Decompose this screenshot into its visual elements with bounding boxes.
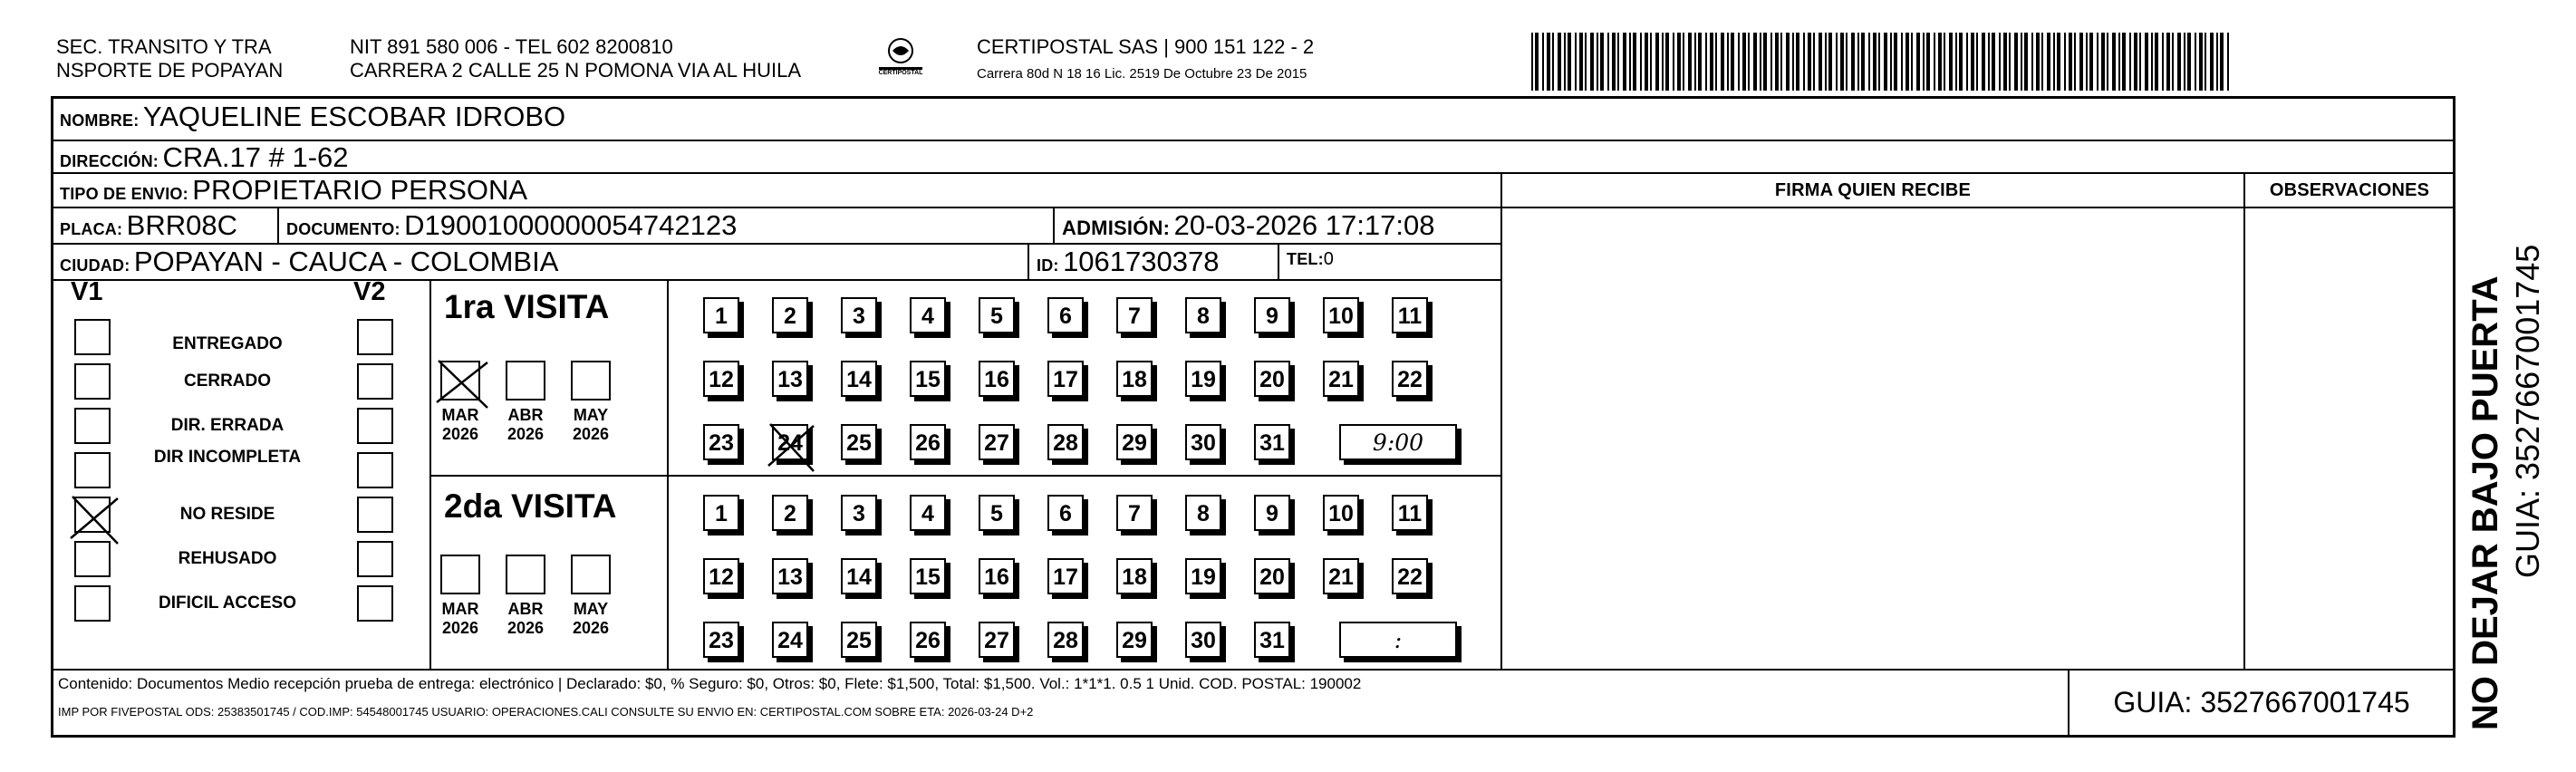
barcode-bar: [1792, 33, 1794, 91]
barcode-bar: [2074, 33, 2076, 91]
day-box[interactable]: 27: [979, 622, 1015, 658]
barcode-bar: [1770, 33, 1772, 91]
barcode-bar: [1568, 33, 1571, 91]
day-box[interactable]: 9: [1254, 495, 1290, 531]
barcode-bar: [1926, 33, 1930, 91]
day-box[interactable]: 7: [1116, 495, 1153, 531]
sender-address: CARRERA 2 CALLE 25 N POMONA VIA AL HUILA: [350, 59, 802, 82]
barcode-bar: [1623, 33, 1626, 91]
month-label: [433, 406, 487, 444]
day-box[interactable]: 1: [703, 297, 739, 333]
carrier-name: CERTIPOSTAL SAS | 900 151 122 - 2: [977, 35, 1315, 58]
documento-cell: [277, 207, 1055, 245]
barcode-bar: [2069, 33, 2072, 91]
barcode-bar: [1959, 33, 1963, 91]
status-option-label: DIR INCOMPLETA: [153, 448, 302, 467]
day-box[interactable]: 1: [703, 495, 739, 531]
barcode-bar: [1683, 33, 1684, 91]
barcode-bar: [1597, 33, 1598, 91]
barcode-bar: [2205, 33, 2206, 91]
check-x-icon: [71, 495, 118, 531]
v1-checkbox[interactable]: [74, 541, 111, 577]
barcode-bar: [1748, 33, 1750, 91]
barcode-bar: [1851, 33, 1855, 91]
barcode-bar: [1890, 33, 1892, 91]
barcode-bar: [1590, 33, 1594, 91]
barcode-graphic: [1531, 33, 2229, 91]
day-box[interactable]: 31: [1254, 622, 1290, 658]
month-name: ABR: [507, 406, 544, 424]
day-box[interactable]: 14: [841, 558, 877, 594]
barcode-bar: [2134, 33, 2137, 91]
tel-value: 0: [1323, 249, 1335, 269]
barcode-bar: [1857, 33, 1859, 91]
documento-label: DOCUMENTO:: [286, 220, 400, 238]
day-box[interactable]: 13: [772, 361, 808, 397]
barcode-bar: [1655, 33, 1659, 91]
day-box[interactable]: 24: [772, 424, 808, 460]
barcode-bar: [1607, 33, 1609, 91]
day-box[interactable]: 20: [1254, 361, 1290, 397]
day-box[interactable]: 31: [1254, 424, 1290, 460]
month-checkbox[interactable]: [571, 555, 611, 594]
status-option-label: NO RESIDE: [179, 505, 275, 524]
footer-imp: IMP POR FIVEPOSTAL ODS: 25383501745 / COD.IMP: 54548001745 USUARIO: OPERACIONES.CALI CONSULTE SU ENVIO EN: CERTIPOSTAL.COM SOBRE ETA: 2026-03-24 D+2: [58, 705, 1034, 719]
row-nombre: [51, 96, 2455, 141]
day-box[interactable]: 4: [910, 297, 946, 333]
barcode-bar: [1688, 33, 1692, 91]
day-box[interactable]: 28: [1047, 622, 1084, 658]
id-value: 1061730378: [1063, 246, 1220, 277]
day-box[interactable]: 15: [910, 361, 946, 397]
barcode-bar: [1916, 33, 1920, 91]
admision-cell: [1053, 207, 1502, 245]
v1-checkbox[interactable]: [74, 585, 111, 622]
barcode-bar: [1934, 33, 1935, 91]
v1-checkbox[interactable]: [74, 497, 111, 533]
barcode-bar: [1710, 33, 1713, 91]
month-year: 2026: [441, 425, 479, 443]
day-box[interactable]: 12: [703, 361, 739, 397]
day-box[interactable]: 22: [1392, 558, 1428, 594]
barcode-bar: [1600, 33, 1604, 91]
placa-value: BRR08C: [126, 209, 237, 241]
day-box[interactable]: 15: [910, 558, 946, 594]
barcode-bar: [1976, 33, 1978, 91]
day-box[interactable]: 29: [1116, 424, 1153, 460]
barcode-bar: [1535, 33, 1539, 91]
day-box[interactable]: 4: [910, 495, 946, 531]
logo-text: CERTIPOSTAL: [878, 70, 923, 76]
barcode-bar: [1803, 33, 1805, 91]
barcode-bar: [1662, 33, 1664, 91]
day-box[interactable]: 18: [1116, 558, 1153, 594]
barcode-bar: [1694, 33, 1696, 91]
nombre-label: NOMBRE:: [60, 111, 140, 130]
barcode-bar: [2003, 33, 2007, 91]
ciudad-label: CIUDAD:: [60, 256, 130, 275]
sender-name-line2: NSPORTE DE POPAYAN: [56, 59, 284, 82]
status-option-label: ENTREGADO: [172, 334, 283, 353]
day-box[interactable]: 20: [1254, 558, 1290, 594]
status-option-label: DIR. ERRADA: [170, 416, 285, 435]
month-year: 2026: [507, 425, 545, 443]
day-box[interactable]: 14: [841, 361, 877, 397]
barcode-bar: [1650, 33, 1652, 91]
barcode-bar: [1575, 33, 1577, 91]
barcode-bar: [1836, 33, 1838, 91]
day-box[interactable]: 11: [1392, 297, 1428, 333]
v2-checkbox[interactable]: [357, 541, 393, 577]
sender-name-line1: SEC. TRANSITO Y TRA: [56, 35, 272, 58]
barcode-bar: [1715, 33, 1717, 91]
day-box[interactable]: 29: [1116, 622, 1153, 658]
direccion-label: DIRECCIÓN:: [60, 152, 159, 170]
barcode-bar: [2145, 33, 2148, 91]
v1-checkbox[interactable]: [74, 363, 111, 400]
tel-label: TEL:: [1287, 250, 1324, 268]
month-year: 2026: [441, 619, 479, 637]
day-box[interactable]: 2: [772, 495, 808, 531]
day-box[interactable]: 5: [979, 495, 1015, 531]
v1-checkbox[interactable]: [74, 319, 111, 355]
v2-checkbox[interactable]: [357, 319, 393, 355]
barcode: [1531, 33, 2229, 91]
day-box[interactable]: 17: [1047, 558, 1084, 594]
day-box[interactable]: 3: [841, 297, 877, 333]
documento-value: D19001000000054742123: [404, 209, 738, 241]
tipo-value: PROPIETARIO PERSONA: [192, 174, 528, 206]
barcode-bar: [2024, 33, 2028, 91]
barcode-bar: [1665, 33, 1669, 91]
barcode-bar: [1547, 33, 1550, 91]
barcode-bar: [2162, 33, 2164, 91]
v2-checkbox[interactable]: [357, 497, 393, 533]
placa-cell: [51, 207, 279, 245]
barcode-bar: [1796, 33, 1799, 91]
barcode-bar: [1780, 33, 1782, 91]
barcode-bar: [2089, 33, 2093, 91]
barcode-bar: [1813, 33, 1815, 91]
tipo-label: TIPO DE ENVIO:: [60, 185, 188, 203]
observaciones-header: OBSERVACIONES: [2243, 172, 2455, 208]
barcode-bar: [1633, 33, 1636, 91]
month-name: MAY: [573, 600, 609, 618]
barcode-bar: [1542, 33, 1544, 91]
check-x-icon: [768, 422, 814, 458]
day-box[interactable]: 21: [1323, 361, 1359, 397]
barcode-bar: [2101, 33, 2105, 91]
barcode-bar: [1585, 33, 1587, 91]
barcode-bar: [2139, 33, 2141, 91]
barcode-bar: [1828, 33, 1832, 91]
barcode-bar: [2009, 33, 2011, 91]
month-year: 2026: [572, 425, 610, 443]
barcode-bar: [1846, 33, 1848, 91]
firma-header: FIRMA QUIEN RECIBE: [1500, 172, 2245, 208]
admision-label: ADMISIÓN:: [1062, 217, 1171, 239]
day-box[interactable]: 7: [1116, 297, 1153, 333]
status-option-label: DIFICIL ACCESO: [158, 593, 296, 613]
barcode-bar: [1698, 33, 1702, 91]
barcode-bar: [1558, 33, 1561, 91]
day-box[interactable]: 25: [841, 622, 877, 658]
barcode-bar: [1873, 33, 1877, 91]
day-box[interactable]: 16: [979, 558, 1015, 594]
day-box[interactable]: 5: [979, 297, 1015, 333]
barcode-bar: [1944, 33, 1945, 91]
admision-value: 20-03-2026 17:17:08: [1173, 209, 1435, 241]
barcode-bar: [2107, 33, 2108, 91]
barcode-bar: [1923, 33, 1925, 91]
barcode-bar: [2155, 33, 2158, 91]
certipostal-logo: [875, 36, 926, 80]
barcode-bar: [2021, 33, 2022, 91]
day-box[interactable]: 12: [703, 558, 739, 594]
month-checkbox[interactable]: [571, 361, 611, 400]
barcode-bar: [1861, 33, 1865, 91]
day-box[interactable]: 2: [772, 297, 808, 333]
barcode-bar: [1938, 33, 1942, 91]
barcode-bar: [2053, 33, 2055, 91]
v2-label: V2: [353, 277, 386, 306]
barcode-bar: [1992, 33, 1995, 91]
day-box[interactable]: 10: [1323, 297, 1359, 333]
barcode-bar: [2036, 33, 2040, 91]
day-box[interactable]: 18: [1116, 361, 1153, 397]
footer-guia-cell: [2068, 669, 2455, 738]
day-box[interactable]: 21: [1323, 558, 1359, 594]
month-label: [498, 600, 553, 638]
barcode-bar: [2151, 33, 2153, 91]
barcode-bar: [1760, 33, 1761, 91]
barcode-bar: [2122, 33, 2126, 91]
barcode-bar: [1705, 33, 1707, 91]
barcode-bar: [1884, 33, 1887, 91]
day-box[interactable]: 26: [910, 622, 946, 658]
day-box[interactable]: 30: [1185, 424, 1221, 460]
barcode-bar: [1905, 33, 1909, 91]
month-label: [433, 600, 487, 638]
barcode-bar: [2097, 33, 2098, 91]
barcode-bar: [1629, 33, 1631, 91]
month-label: [564, 406, 618, 444]
month-label: [498, 406, 553, 444]
visit1-title: 1ra VISITA: [444, 288, 610, 325]
month-name: ABR: [507, 600, 544, 618]
barcode-bar: [2195, 33, 2196, 91]
id-cell: [1028, 243, 1279, 281]
barcode-bar: [1579, 33, 1583, 91]
barcode-bar: [2216, 33, 2218, 91]
carrier-address: Carrera 80d N 18 16 Lic. 2519 De Octubre 23 De 2015: [977, 66, 1307, 82]
barcode-bar: [2079, 33, 2083, 91]
month-checkbox[interactable]: [506, 555, 545, 594]
barcode-bar: [2187, 33, 2191, 91]
barcode-bar: [1763, 33, 1767, 91]
footer-content: Contenido: Documentos Medio recepción prueba de entrega: electrónico | Declarado: $0, % Seguro: $0, Otros: $0, Flete: $1,500, Total: $1,500. Vol.: 1*1*1. 0.5 1 Unid. COD. POSTAL: 190002: [58, 675, 1362, 692]
barcode-bar: [1819, 33, 1822, 91]
day-box[interactable]: 23: [703, 622, 739, 658]
month-checkbox[interactable]: [440, 361, 480, 400]
day-box[interactable]: 26: [910, 424, 946, 460]
barcode-bar: [1955, 33, 1957, 91]
barcode-bar: [1731, 33, 1734, 91]
day-box[interactable]: 19: [1185, 361, 1221, 397]
time-box[interactable]: :: [1339, 622, 1457, 658]
side-warning: NO DEJAR BAJO PUERTA: [2465, 275, 2505, 730]
barcode-bar: [2014, 33, 2018, 91]
day-box[interactable]: 6: [1047, 495, 1084, 531]
month-checkbox[interactable]: [506, 361, 545, 400]
footer-guia: GUIA: 3527667001745: [2113, 686, 2410, 719]
barcode-bar: [1988, 33, 1990, 91]
barcode-bar: [1840, 33, 1844, 91]
barcode-bar: [1894, 33, 1897, 91]
observaciones-area[interactable]: [2243, 207, 2455, 671]
day-box[interactable]: 19: [1185, 558, 1221, 594]
barcode-bar: [2112, 33, 2116, 91]
barcode-bar: [2172, 33, 2174, 91]
direccion-value: CRA.17 # 1-62: [162, 141, 349, 173]
check-x-icon: [437, 359, 487, 395]
barcode-bar: [1971, 33, 1974, 91]
v1-label: V1: [71, 277, 103, 306]
v2-checkbox[interactable]: [357, 452, 393, 488]
firma-area[interactable]: [1500, 207, 2245, 671]
barcode-bar: [1911, 33, 1913, 91]
barcode-bar: [1966, 33, 1968, 91]
day-box[interactable]: 30: [1185, 622, 1221, 658]
sender-nit: NIT 891 580 006 - TEL 602 8200810: [350, 35, 673, 58]
barcode-bar: [1949, 33, 1953, 91]
nombre-value: YAQUELINE ESCOBAR IDROBO: [142, 101, 566, 132]
barcode-bar: [1738, 33, 1740, 91]
barcode-bar: [2118, 33, 2120, 91]
month-name: MAR: [441, 600, 479, 618]
day-box[interactable]: 28: [1047, 424, 1084, 460]
day-box[interactable]: 11: [1392, 495, 1428, 531]
barcode-bar: [1825, 33, 1827, 91]
day-box[interactable]: 9: [1254, 297, 1290, 333]
barcode-bar: [1742, 33, 1746, 91]
day-box[interactable]: 10: [1323, 495, 1359, 531]
barcode-bar: [2177, 33, 2181, 91]
barcode-bar: [1721, 33, 1724, 91]
barcode-bar: [1868, 33, 1870, 91]
tel-cell: [1278, 243, 1502, 281]
time-box[interactable]: 9:00: [1339, 424, 1457, 460]
day-box[interactable]: 16: [979, 361, 1015, 397]
day-box[interactable]: 6: [1047, 297, 1084, 333]
v2-checkbox[interactable]: [357, 585, 393, 622]
barcode-bar: [2129, 33, 2131, 91]
day-box[interactable]: 17: [1047, 361, 1084, 397]
v2-checkbox[interactable]: [357, 363, 393, 400]
barcode-bar: [1753, 33, 1757, 91]
day-box[interactable]: 23: [703, 424, 739, 460]
visit2-title: 2da VISITA: [444, 487, 617, 525]
barcode-bar: [1786, 33, 1790, 91]
day-box[interactable]: 8: [1185, 495, 1221, 531]
ciudad-cell: [51, 243, 1029, 281]
status-option-label: REHUSADO: [178, 549, 277, 568]
row-direccion: [51, 140, 2455, 174]
barcode-bar: [1901, 33, 1903, 91]
month-year: 2026: [507, 619, 545, 637]
barcode-bar: [2057, 33, 2060, 91]
barcode-bar: [1640, 33, 1642, 91]
v2-checkbox[interactable]: [357, 408, 393, 444]
barcode-bar: [2064, 33, 2066, 91]
barcode-bar: [2166, 33, 2170, 91]
barcode-bar: [2086, 33, 2088, 91]
barcode-bar: [1531, 33, 1533, 91]
day-box[interactable]: 13: [772, 558, 808, 594]
barcode-bar: [1564, 33, 1566, 91]
barcode-bar: [1612, 33, 1616, 91]
barcode-bar: [2210, 33, 2214, 91]
barcode-bar: [1645, 33, 1648, 91]
day-box[interactable]: 25: [841, 424, 877, 460]
day-box[interactable]: 22: [1392, 361, 1428, 397]
v1-checkbox[interactable]: [74, 408, 111, 444]
barcode-bar: [2184, 33, 2185, 91]
day-box[interactable]: 8: [1185, 297, 1221, 333]
barcode-bar: [1999, 33, 2001, 91]
barcode-bar: [1673, 33, 1674, 91]
barcode-bar: [2031, 33, 2033, 91]
day-box[interactable]: 3: [841, 495, 877, 531]
ciudad-value: POPAYAN - CAUCA - COLOMBIA: [133, 246, 559, 277]
barcode-bar: [1808, 33, 1811, 91]
barcode-bar: [2220, 33, 2224, 91]
barcode-bar: [1775, 33, 1779, 91]
barcode-bar: [2047, 33, 2050, 91]
side-guia: GUIA: 3527667001745: [2509, 244, 2546, 578]
barcode-bar: [1727, 33, 1729, 91]
placa-label: PLACA:: [60, 220, 123, 238]
barcode-bar: [2199, 33, 2203, 91]
barcode-bar: [1552, 33, 1554, 91]
row-tipo: [51, 172, 1502, 208]
month-label: [564, 600, 618, 638]
barcode-bar: [1878, 33, 1880, 91]
month-name: MAR: [441, 406, 479, 424]
barcode-bar: [1677, 33, 1681, 91]
barcode-bar: [1982, 33, 1985, 91]
status-option-label: CERRADO: [183, 372, 272, 391]
day-box[interactable]: 27: [979, 424, 1015, 460]
month-year: 2026: [572, 619, 610, 637]
barcode-bar: [2227, 33, 2229, 91]
day-box[interactable]: 24: [772, 622, 808, 658]
month-checkbox[interactable]: [440, 555, 480, 594]
month-name: MAY: [573, 406, 609, 424]
barcode-bar: [2041, 33, 2043, 91]
v1-checkbox[interactable]: [74, 452, 111, 488]
id-label: ID:: [1037, 256, 1059, 275]
barcode-bar: [1617, 33, 1619, 91]
